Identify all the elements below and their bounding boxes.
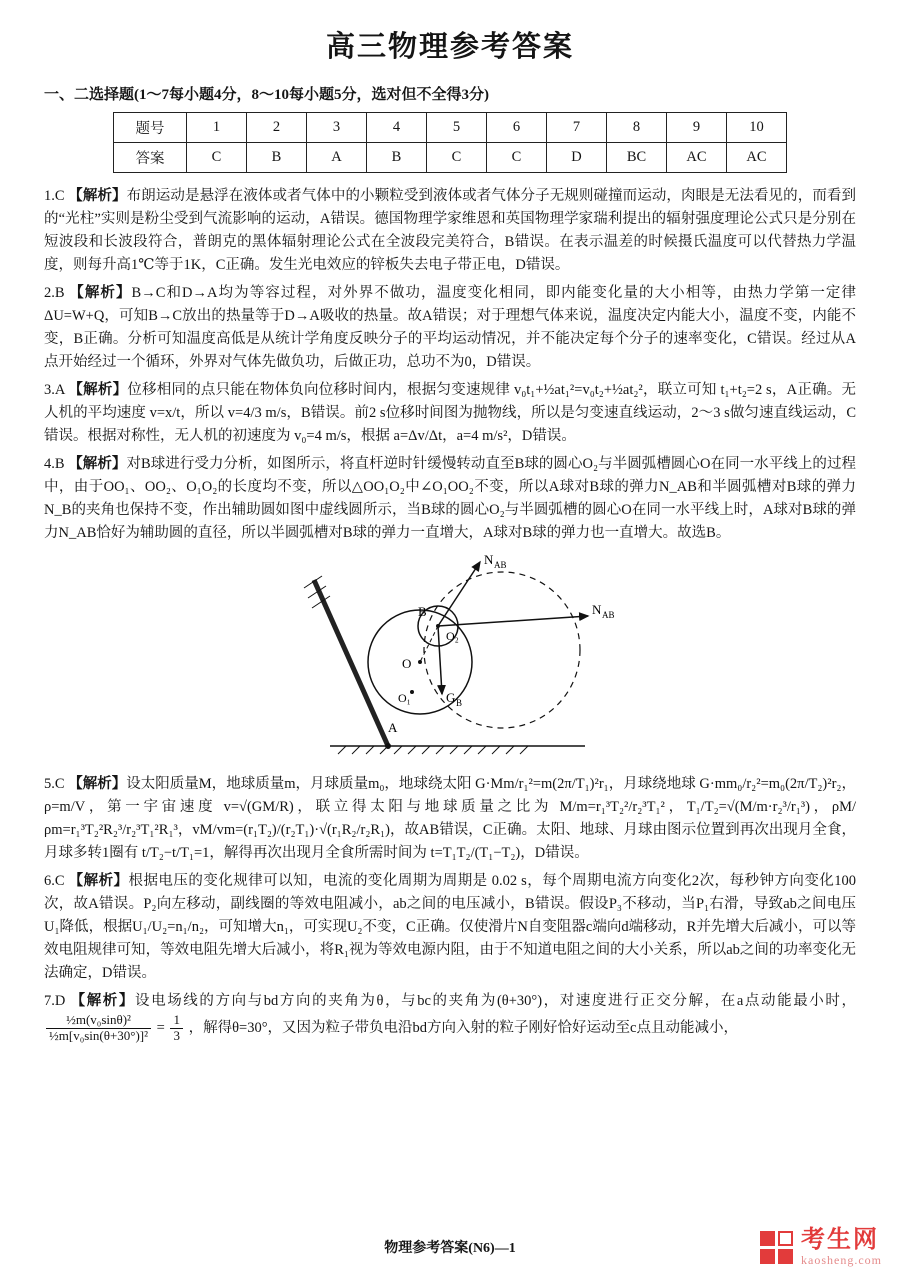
row-label-answers: 答案 [114,143,187,173]
force-nab2-label: N [592,602,602,617]
kaosheng-logo-icon [760,1231,793,1264]
force-nab1-sub: AB [494,560,507,570]
question-label: 5.C [44,776,65,792]
point-o-label: O [402,656,412,671]
question-text: 布朗运动是悬浮在液体或者气体中的小颗粒受到液体或者气体分子无规则碰撞而运动，肉眼是无法看见的，而看到的“光柱”实则是粉尘受到气流影响的运动，A错误。德国物理学家维恩和英国物理学家瑞利提出的辐射强度理论公式只是分别在短波段和长波段符合，普朗克的黑体辐射理论公式在全波段完美符合，B错误。在表示温差的时候摄氏温度可以代替热力学温度，则每升高1℃等于1K，C正确。发生光电效应的锌板失去电子带正电，D错误。 [44,188,857,273]
ball-b-label: B [418,604,427,619]
question-label: 6.C [44,873,65,889]
force-diagram [270,550,630,762]
answer-cell: BC [607,143,667,173]
question-label: 3.A [44,382,65,398]
section-heading: 一、二选择题(1～7每小题4分，8～10每小题5分，选对但不全得3分) [44,87,489,103]
question-number-cell: 8 [607,113,667,143]
page-footer: 物理参考答案(N6)—1 [384,1241,516,1256]
answer-cell: C [187,143,247,173]
question-number-cell: 3 [307,113,367,143]
analysis-tag: 【解析】 [68,382,128,398]
table-row-answers [114,143,787,173]
q7-value-fraction [170,1013,183,1044]
analysis-tag: 【解析】 [68,456,127,472]
question-5 [44,773,856,865]
question-3 [44,379,856,448]
point-a-label: A [388,720,398,735]
force-diagram-wrap [44,550,856,767]
question-number-cell: 9 [667,113,727,143]
answer-cell: C [487,143,547,173]
kaosheng-watermark [760,1227,882,1267]
logo-square [778,1231,793,1246]
question-number-cell: 2 [247,113,307,143]
watermark-en: kaosheng.com [801,1252,882,1267]
question-6 [44,870,856,985]
answer-cell: D [547,143,607,173]
answer-table [113,112,787,173]
logo-square [760,1249,775,1264]
table-row-numbers [114,113,787,143]
equals-sign: = [156,1019,165,1036]
question-label: 1.C [44,188,65,204]
question-text: 设太阳质量M，地球质量m，月球质量m₀，地球绕太阳 G·Mm/r₁²=m(2π/T₁)²r₁，月球绕地球 G·mm₀/r₂²=m₀(2π/T₂)²r₂，ρ=m/V，第一宇宙速度 v=√(GM/R)，联立得太阳与地球质量之比为 M/m=r₁³T₂²/r₂³T₁²，T₁/T₂=√(M/m·r₂³/r₁³)，ρM/ρm=r₁³T₂²R₂³/r₂³T₁²R₁³，vM/vm=(r₁T₂)/(r₂T₁)·√(r₁R₂/r₂R₁)，故AB错误，C正确。太阳、地球、月球由图示位置到再次出现月全食，月球多转1圈有 t/T₂−t/T₁=1，解得再次出现月全食所需时间为 t=T₁T₂/(T₁−T₂)，D错误。 [44,776,856,861]
force-nab2-sub: AB [602,610,615,620]
force-nab1-label: N [484,552,494,567]
fraction-denominator: 3 [173,1027,180,1043]
answer-cell: AC [727,143,787,173]
analysis-tag: 【解析】 [68,873,129,889]
answer-cell: A [307,143,367,173]
question-number-cell: 1 [187,113,247,143]
question-text-pre: 设电场线的方向与bd方向的夹角为θ，与bc的夹角为(θ+30°)，对速度进行正交分解，在a点动能最小时， [135,993,856,1009]
analysis-tag: 【解析】 [69,285,132,301]
force-gb-label: G [446,690,456,705]
point-o1-label: O₁ [398,691,411,705]
question-number-cell: 6 [487,113,547,143]
fraction-numerator: 1 [170,1013,183,1029]
analysis-tag: 【解析】 [70,993,135,1009]
question-number-cell: 7 [547,113,607,143]
analysis-tag: 【解析】 [68,188,127,204]
analysis-tag: 【解析】 [68,776,127,792]
question-7 [44,990,856,1044]
question-text: 根据电压的变化规律可以知，电流的变化周期为周期是 0.02 s，每个周期电流方向变化2次，每秒钟方向变化100次，故A错误。P₂向左移动，副线圈的等效电阻减小，ab之间的电压减小，B错误。假设P₃不移动，当P₁右滑，导致ab之间电压U₁降低，根据U₁/U₂=n₁/n₂，可知增大n₁，可实现U₂不变，C正确。仅使滑片N自变阻器c端向d端移动，R并先增大后减小，可以等效电阻规律可知，等效电阻先增大后减小，将R₁视为等效电源内阻，由于不知道电阻之间的大小关系，所以ab之间的功率变化无法确定，D错误。 [44,873,857,981]
question-2 [44,282,856,374]
question-label: 4.B [44,456,65,472]
watermark-cn: 考生网 [801,1227,880,1254]
fraction-denominator: ½m[v₀sin(θ+30°)]² [49,1027,149,1043]
row-label-numbers: 题号 [114,113,187,143]
logo-square [760,1231,775,1246]
logo-square [778,1249,793,1264]
force-gb-sub: B [456,698,463,708]
watermark-text [801,1227,882,1267]
question-number-cell: 5 [427,113,487,143]
point-o2-label: O₂ [446,629,459,643]
question-label: 2.B [44,285,65,301]
question-number-cell: 4 [367,113,427,143]
question-text-after: ，解得θ=30°，又因为粒子带负电沿bd方向入射的粒子刚好恰好运动至c点且动能减小， [188,1019,738,1036]
answer-cell: B [367,143,427,173]
question-number-cell: 10 [727,113,787,143]
answer-cell: B [247,143,307,173]
question-text: 位移相同的点只能在物体负向位移时间内，根据匀变速规律 v₀t₁+½at₁²=v₀t₂+½at₂²，联立可知 t₁+t₂=2 s，A正确。无人机的平均速度 v=x/t，所以 v=4/3 m/s，B错误。前2 s位移时间图为抛物线，所以是匀变速直线运动，2～3 s做匀速直线运动，C错误。根据对称性，无人机的初速度为 v₀=4 m/s，根据 a=Δv/Δt，a=4 m/s²，D错误。 [44,382,857,444]
question-text: 对B球进行受力分析，如图所示，将直杆逆时针缓慢转动直至B球的圆心O₂与半圆弧槽圆心O在同一水平线上的过程中，由于OO₁、OO₂、O₁O₂的长度均不变，所以△OO₁O₂中∠O₁OO₂不变，所以A球对B球的弹力N_AB和半圆弧槽对B球的弹力N_B的夹角也保持不变，作出辅助圆如图中虚线圆所示，当B球的圆心O₂与半圆弧槽的圆心O在同一水平线上时，A球对B球的弹力N_AB恰好为辅助圆的直径，所以半圆弧槽对B球的弹力一直增大，A球对B球的弹力也一直增大。故选B。 [44,456,857,541]
page-title: 高三物理参考答案 [325,31,574,63]
answer-cell: AC [667,143,727,173]
fraction-numerator: ½m(v₀sinθ)² [46,1013,151,1029]
question-text: B→C和D→A均为等容过程，对外界不做功，温度变化相同，即内能变化量的大小相等，由热力学第一定律ΔU=W+Q，可知B→C放出的热量等于D→A吸收的热量。故A错误；对于理想气体来说，温度决定内能大小，温度不变，内能不变，B正确。分析可知温度高低是从统计学角度反映分子的平均运动情况，并不能决定每个分子的速率变化，C错误。经过从A点开始经过一个循环，外界对气体先做负功，后做正功，总功不为0，D错误。 [44,285,856,370]
question-label: 7.D [44,993,66,1009]
answer-cell: C [427,143,487,173]
question-4 [44,453,856,545]
q7-main-fraction [46,1013,151,1044]
question-1 [44,185,856,277]
